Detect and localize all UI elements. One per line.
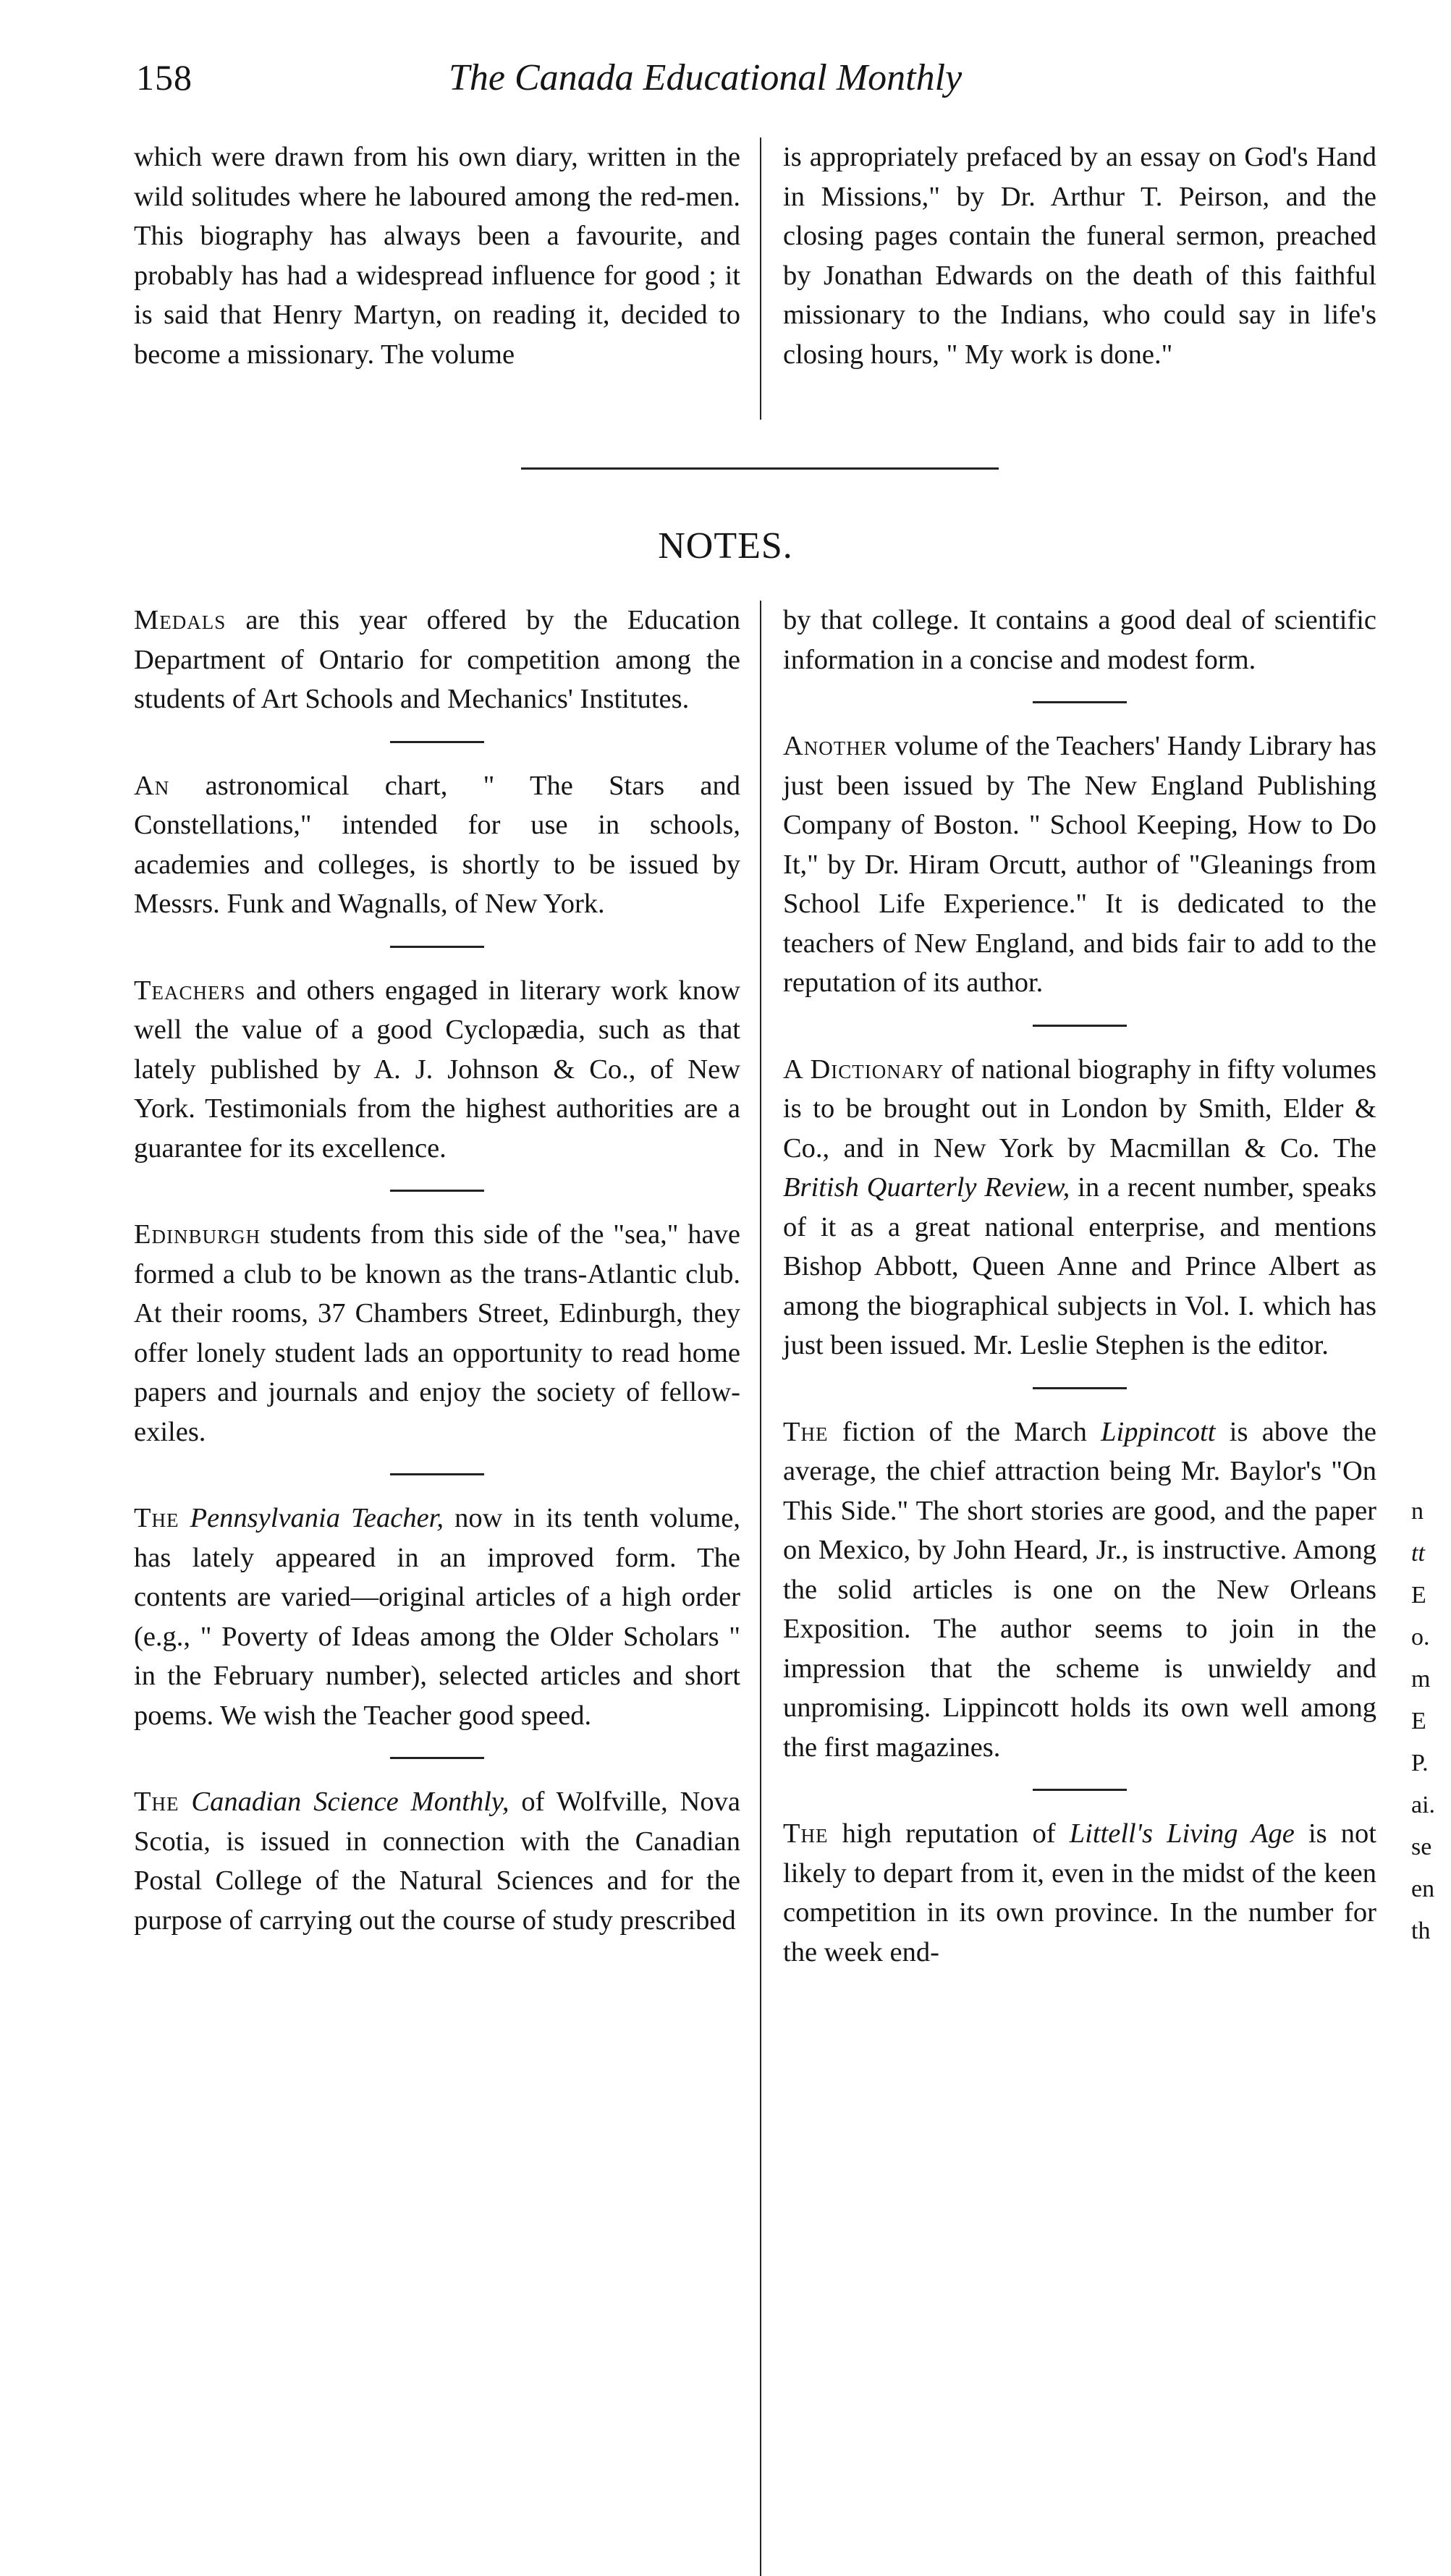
column-divider-notes	[760, 601, 761, 2576]
note-divider	[390, 1473, 484, 1475]
note-divider	[390, 1190, 484, 1192]
note-teachers: Teachers and others engaged in literary work know well the value of a good Cyclopædia, such as that lately published by A. J. Johnson & Co., of New York. Testimonials from the highest authorities are a guarantee for its excellence.	[134, 975, 740, 1164]
margin-fragment: P.	[1411, 1750, 1429, 1776]
margin-fragments	[1411, 1491, 1440, 1952]
note-divider	[1033, 701, 1127, 703]
note-divider	[390, 1757, 484, 1759]
margin-fragment: tt	[1411, 1540, 1425, 1567]
note-edinburgh: Edinburgh students from this side of the "sea," have formed a club to be known as the trans-Atlantic club. At their rooms, 37 Chambers Street, Edinburgh, they offer lonely student lads an opportunity to read home papers and journals and enjoy the society of fellow-exiles.	[134, 1219, 740, 1447]
note-divider	[1033, 1789, 1127, 1791]
running-head: The Canada Educational Monthly	[449, 57, 963, 98]
note-pennsylvania-teacher: The Pennsylvania Teacher, now in its tenth volume, has lately appeared in an improved form. The contents are varied—original articles of a high order (e.g., " Poverty of Ideas among the Older Scholars " in the February number), selected articles and short poems. We wish the Teacher good speed.	[134, 1503, 741, 1731]
margin-fragment: ai.	[1411, 1792, 1436, 1818]
notes-heading: NOTES.	[658, 525, 793, 567]
top-left-text: which were drawn from his own diary, written in the wild solitudes where he laboured among the red-men. This biography has always been a favourite, and probably has had a widespread influence for good ; it is said that Henry Martyn, on reading it, decided to become a missionary. The volume	[134, 142, 740, 370]
note-littells-living-age: The high reputation of Littell's Living Age is not likely to depart from it, even in the midst of the keen competition in its own province. In the number for the week end-	[783, 1818, 1376, 1967]
margin-fragment: en	[1411, 1876, 1435, 1902]
margin-fragment: se	[1411, 1834, 1432, 1860]
note-divider	[1033, 1025, 1127, 1027]
note-canadian-science-monthly: The Canadian Science Monthly, of Wolfville, Nova Scotia, is issued in connection with the Canadian Postal College of the Natural Sciences and for the purpose of carrying out the course of study prescribed	[134, 1787, 740, 1936]
column-divider-top	[760, 137, 761, 420]
margin-fragment: m	[1411, 1666, 1431, 1692]
margin-fragment: o.	[1411, 1624, 1430, 1651]
note-divider	[1033, 1387, 1127, 1389]
note-divider	[390, 741, 484, 743]
note-teachers-handy-library: Another volume of the Teachers' Handy Library has just been issued by The New England Publishing Company of Boston. " School Keeping, How to Do It," by Dr. Hiram Orcutt, author of "Gleanings from School Life Experience." It is dedicated to the teachers of New England, and bids fair to add to the reputation of its author.	[783, 731, 1376, 998]
margin-fragment: E	[1411, 1582, 1426, 1609]
note-medals: Medals are this year offered by the Education Department of Ontario for competition among the students of Art Schools and Mechanics' Institutes.	[134, 605, 740, 714]
margin-fragment: n	[1411, 1498, 1423, 1525]
note-lippincott: The fiction of the March Lippincott is above the average, the chief attraction being Mr. Baylor's "On This Side." The short stories are good, and the paper on Mexico, by John Heard, Jr., is instructive. Among the solid articles is one on the New Orleans Exposition. The author seems to join in the impression that the scheme is unwieldy and unpromising. Lippincott holds its own well among the first magazines.	[783, 1416, 1376, 1763]
page-number: 158	[136, 57, 193, 98]
section-divider	[521, 467, 999, 470]
note-divider	[390, 946, 484, 948]
top-right-text: is appropriately prefaced by an essay on God's Hand in Missions," by Dr. Arthur T. Peirson, and the closing pages contain the funeral sermon, preached by Jonathan Edwards on the death of this faithful missionary to the Indians, who could say in life's closing hours, " My work is done."	[783, 142, 1376, 370]
notes-right-column	[783, 601, 1376, 1972]
margin-fragment: th	[1411, 1918, 1431, 1944]
note-continuation: by that college. It contains a good deal of scientific information in a concise and modest form.	[783, 605, 1376, 675]
note-dictionary: A Dictionary of national biography in fifty volumes is to be brought out in London by Smith, Elder & Co., and in New York by Macmillan & Co. The British Quarterly Review, in a recent number, speaks of it as a great national enterprise, and mentions Bishop Abbott, Queen Anne and Prince Albert as among the biographical subjects in Vol. I. which has just been issued. Mr. Leslie Stephen is the editor.	[783, 1054, 1377, 1360]
note-astronomical-chart: An astronomical chart, " The Stars and Constellations," intended for use in schools, academies and colleges, is shortly to be issued by Messrs. Funk and Wagnalls, of New York.	[134, 770, 740, 919]
margin-fragment: E	[1411, 1708, 1426, 1734]
notes-left-column	[134, 601, 740, 1940]
